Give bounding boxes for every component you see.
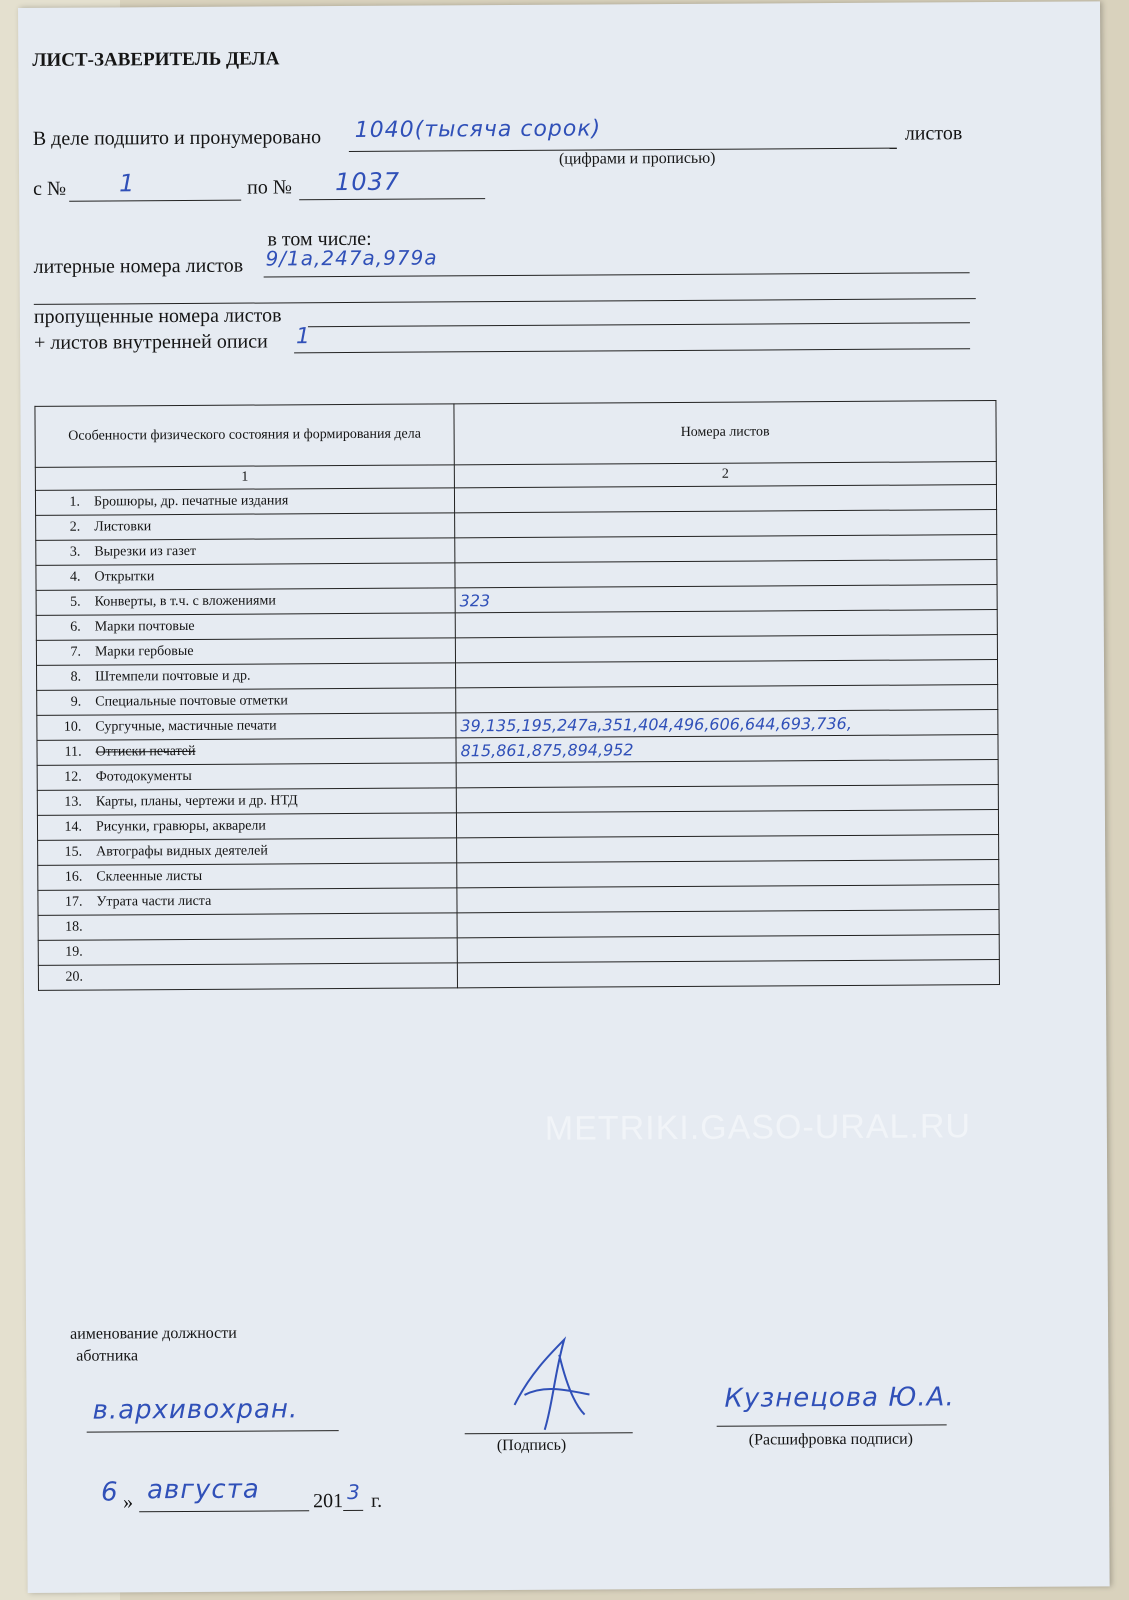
row-number: 1. <box>69 494 81 510</box>
table-column-number-2: 2 <box>454 462 996 488</box>
row-number: 18. <box>65 919 83 935</box>
row-label: Брошюры, др. печатные издания <box>93 493 289 510</box>
date-month-value: августа <box>146 1474 260 1506</box>
row-number: 10. <box>63 719 82 735</box>
row-sheet-numbers <box>455 510 997 538</box>
row-sheet-numbers <box>457 935 999 963</box>
row-feature-cell <box>36 563 455 591</box>
row-number: 5. <box>70 594 81 610</box>
row-sheet-numbers <box>457 960 999 988</box>
document-title: ЛИСТ-ЗАВЕРИТЕЛЬ ДЕЛА <box>32 48 280 71</box>
date-year-digit: 3 <box>346 1479 361 1505</box>
table-row <box>38 960 999 991</box>
row-sheet-numbers <box>456 660 998 688</box>
sheets-count-prefix: В деле подшито и пронумеровано <box>32 126 322 150</box>
inner-inventory-value: 1 <box>295 324 312 350</box>
row-number: 9. <box>70 694 82 710</box>
watermark: METRIKI.GASO-URAL.RU <box>544 1107 972 1148</box>
row-feature-cell <box>37 788 456 816</box>
row-label: Специальные почтовые отметки <box>95 693 288 710</box>
row-sheet-numbers <box>455 560 997 588</box>
row-feature-cell <box>37 688 456 716</box>
row-feature-cell <box>37 738 456 766</box>
row-label: Листовки <box>94 519 152 535</box>
row-feature-cell <box>38 888 457 916</box>
table-column-number-1: 1 <box>35 465 454 491</box>
row-feature-cell <box>37 663 456 691</box>
row-label: Марки почтовые <box>94 618 195 635</box>
row-label: Фотодокументы <box>95 768 192 785</box>
date-month-underline <box>139 1510 309 1512</box>
row-sheet-numbers <box>457 885 999 913</box>
row-feature-cell <box>37 713 456 741</box>
row-feature-cell <box>35 488 454 516</box>
row-feature-cell <box>36 588 455 616</box>
physical-state-table <box>34 400 1000 991</box>
row-label: Рисунки, гравюры, акварели <box>95 818 266 835</box>
sheets-count-handwritten: 1040(тысяча сорок) <box>354 116 602 143</box>
signature-scribble <box>504 1335 595 1436</box>
row-number: 11. <box>64 744 82 760</box>
signature-decode-label: (Расшифровка подписи) <box>748 1430 914 1449</box>
including-label: в том числе: <box>267 227 372 251</box>
literal-sheets-second-line <box>34 298 976 305</box>
table-header-sheet-numbers: Номера листов <box>454 401 996 465</box>
row-number: 14. <box>64 819 83 835</box>
row-feature-cell <box>38 863 457 891</box>
row-sheet-numbers: 815,861,875,894,952 <box>456 735 998 763</box>
skipped-sheets-label: пропущенные номера листов <box>33 304 282 328</box>
position-label-line1: аименование должности <box>70 1324 237 1343</box>
inner-inventory-underline <box>294 348 970 353</box>
literal-sheets-underline <box>264 272 970 277</box>
row-number: 17. <box>64 894 83 910</box>
row-label: Автографы видных деятелей <box>96 843 268 860</box>
row-feature-cell <box>36 613 455 641</box>
row-feature-cell <box>38 938 457 966</box>
row-label: Утрата части листа <box>96 893 212 910</box>
signature-decode-value: Кузнецова Ю.А. <box>724 1382 955 1414</box>
row-sheet-numbers <box>454 485 996 513</box>
literal-sheets-label: литерные номера листов <box>33 254 244 278</box>
position-value: в.архивохран. <box>92 1394 299 1426</box>
date-day-value: 6 <box>100 1477 119 1508</box>
row-feature-cell <box>36 538 455 566</box>
row-number: 20. <box>65 969 83 985</box>
row-sheet-numbers <box>455 610 997 638</box>
to-number-underline <box>299 198 485 200</box>
row-feature-cell <box>36 638 455 666</box>
sheets-count-hint: (цифрами и прописью) <box>558 149 716 168</box>
row-number: 16. <box>64 869 83 885</box>
signature-label: (Подпись) <box>496 1436 567 1455</box>
inner-inventory-label: + листов внутренней описи <box>33 330 268 354</box>
to-number-value: 1037 <box>334 167 401 197</box>
row-label: Штемпели почтовые и др. <box>95 668 251 685</box>
from-number-underline <box>69 200 241 202</box>
row-label: Карты, планы, чертежи и др. НТД <box>95 793 298 810</box>
row-number: 7. <box>70 644 81 660</box>
row-number: 13. <box>64 794 82 810</box>
row-number: 2. <box>69 519 81 535</box>
from-number-label: с № <box>33 177 67 200</box>
row-label: Марки гербовые <box>94 643 194 660</box>
row-number: 12. <box>64 769 82 785</box>
row-feature-cell <box>38 913 457 941</box>
row-number: 6. <box>70 619 81 635</box>
sheets-count-suffix: листов <box>904 122 963 145</box>
row-sheet-numbers <box>456 785 998 813</box>
row-sheet-numbers <box>456 685 998 713</box>
table-header-features: Особенности физического состояния и формирования дела <box>35 404 454 468</box>
row-sheet-numbers <box>457 860 999 888</box>
row-sheet-numbers <box>455 635 997 663</box>
to-number-label: по № <box>247 176 292 199</box>
row-sheet-numbers: 39,135,195,247а,351,404,496,606,644,693,736, <box>456 710 998 738</box>
row-sheet-numbers <box>456 810 998 838</box>
row-feature-cell <box>37 813 456 841</box>
row-feature-cell <box>38 838 457 866</box>
row-number: 19. <box>65 944 83 960</box>
position-underline <box>87 1430 339 1433</box>
row-label: Конверты, в т.ч. с вложениями <box>94 593 276 610</box>
row-number: 8. <box>70 669 82 685</box>
row-number: 15. <box>64 844 83 860</box>
row-feature-cell <box>37 763 456 791</box>
row-label: Оттиски печатей <box>95 743 196 760</box>
literal-sheets-value: 9/1а,247а,979а <box>265 245 438 271</box>
row-feature-cell <box>38 963 457 991</box>
signature-decode-underline <box>717 1424 947 1426</box>
row-label: Открытки <box>94 569 155 585</box>
from-number-value: 1 <box>118 169 136 198</box>
row-label: Сургучные, мастичные печати <box>95 718 277 735</box>
row-sheet-numbers <box>455 535 997 563</box>
row-sheet-numbers <box>457 835 999 863</box>
date-year-prefix: 201 <box>313 1490 344 1513</box>
row-sheet-numbers <box>456 760 998 788</box>
row-feature-cell <box>36 513 455 541</box>
date-suffix: г. <box>371 1489 383 1512</box>
position-label-line2: аботника <box>76 1347 139 1365</box>
row-sheet-numbers <box>457 910 999 938</box>
row-number: 4. <box>69 569 81 585</box>
date-year-underline <box>343 1510 363 1511</box>
row-label: Вырезки из газет <box>94 543 197 560</box>
skipped-sheets-underline <box>308 322 970 327</box>
date-quote: » <box>123 1491 134 1514</box>
row-number: 3. <box>69 544 81 560</box>
row-sheet-numbers: 323 <box>455 585 997 613</box>
document-page <box>18 1 1110 1593</box>
row-label: Склеенные листы <box>96 868 203 885</box>
